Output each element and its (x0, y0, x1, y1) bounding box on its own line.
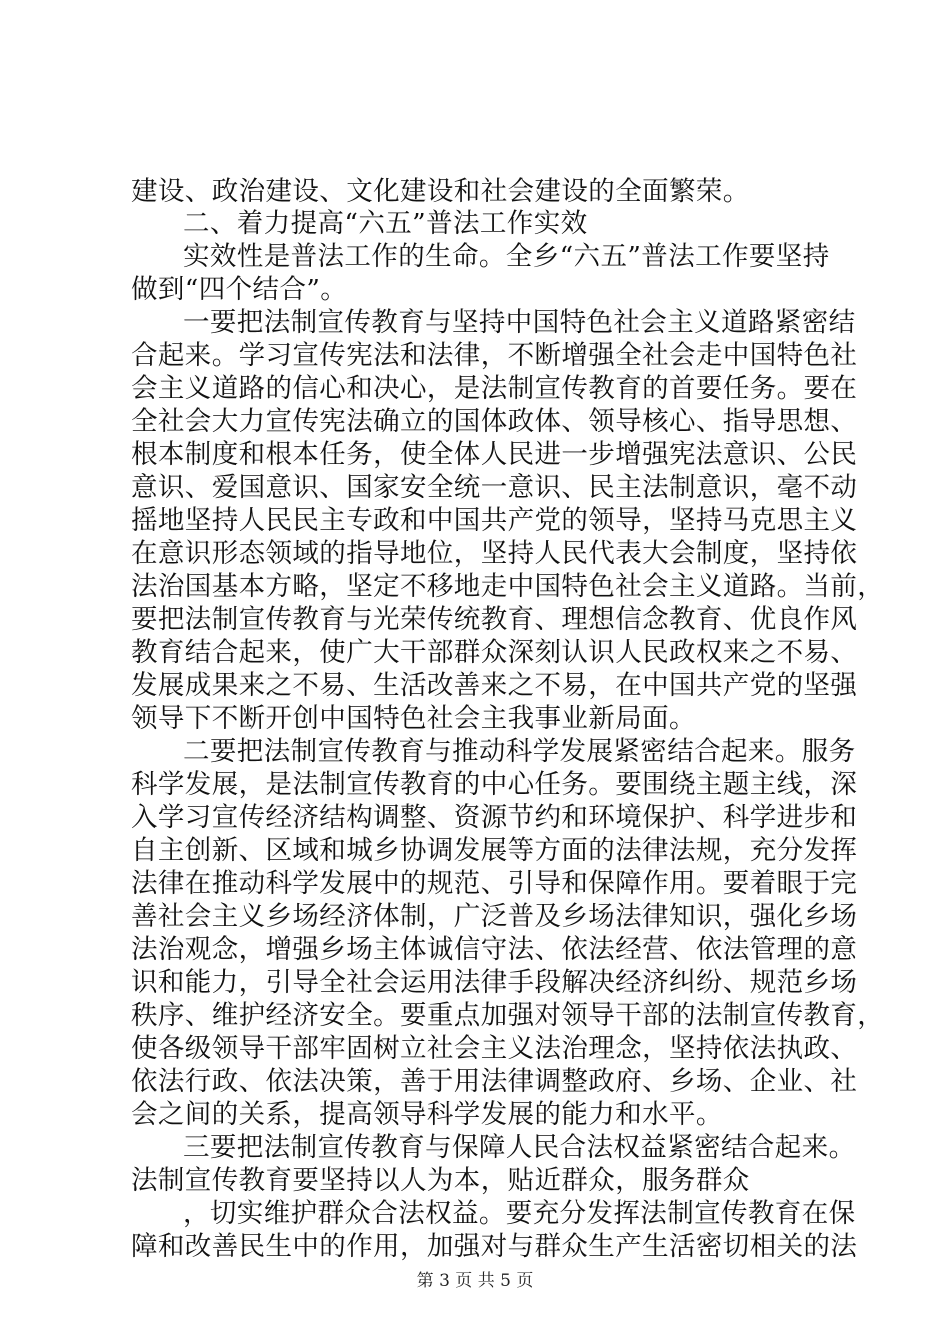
text-line: 一要把法制宣传教育与坚持中国特色社会主义道路紧密结 (183, 307, 856, 338)
text-line: 使各级领导干部牢固树立社会主义法治理念，坚持依法执政、 (131, 1033, 858, 1064)
text-line: 要把法制宣传教育与光荣传统教育、理想信念教育、优良作风 (131, 604, 858, 635)
text-line: 法治观念，增强乡场主体诚信守法、依法经营、依法管理的意 (131, 934, 858, 965)
section-heading: 二、着力提高“六五”普法工作实效 (183, 208, 588, 239)
text-line: 根本制度和根本任务，使全体人民进一步增强宪法意识、公民 (131, 439, 858, 470)
text-line: 秩序、维护经济安全。要重点加强对领导干部的法制宣传教育， (131, 1000, 885, 1031)
text-line: 法律在推动科学发展中的规范、引导和保障作用。要着眼于完 (131, 868, 858, 899)
text-line: 善社会主义乡场经济体制，广泛普及乡场法律知识，强化乡场 (131, 901, 858, 932)
text-line: 全社会大力宣传宪法确立的国体政体、领导核心、指导思想、 (131, 406, 858, 437)
text-line: 合起来。学习宣传宪法和法律，不断增强全社会走中国特色社 (131, 340, 858, 371)
text-line: 障和改善民生中的作用，加强对与群众生产生活密切相关的法 (131, 1231, 858, 1262)
text-line: 教育结合起来，使广大干部群众深刻认识人民政权来之不易、 (131, 637, 858, 668)
text-line: 在意识形态领域的指导地位，坚持人民代表大会制度，坚持依 (131, 538, 858, 569)
text-line: 三要把法制宣传教育与保障人民合法权益紧密结合起来。 (183, 1132, 856, 1163)
text-line: 会之间的关系，提高领导科学发展的能力和水平。 (131, 1099, 723, 1130)
text-line: ，切实维护群众合法权益。要充分发挥法制宣传教育在保 (183, 1198, 856, 1229)
text-line: 发展成果来之不易、生活改善来之不易，在中国共产党的坚强 (131, 670, 858, 701)
text-line: 入学习宣传经济结构调整、资源节约和环境保护、科学进步和 (131, 802, 858, 833)
text-line: 做到“四个结合”。 (131, 274, 348, 305)
text-line: 实效性是普法工作的生命。全乡“六五”普法工作要坚持 (183, 241, 830, 272)
text-line: 科学发展，是法制宣传教育的中心任务。要围绕主题主线，深 (131, 769, 858, 800)
text-line: 法制宣传教育要坚持以人为本，贴近群众，服务群众 (131, 1165, 750, 1196)
text-line: 意识、爱国意识、国家安全统一意识、民主法制意识，毫不动 (131, 472, 858, 503)
text-line: 自主创新、区域和城乡协调发展等方面的法律法规，充分发挥 (131, 835, 858, 866)
text-line: 领导下不断开创中国特色社会主我事业新局面。 (131, 703, 696, 734)
text-line: 依法行政、依法决策，善于用法律调整政府、乡场、企业、社 (131, 1066, 858, 1097)
text-line: 摇地坚持人民民主专政和中国共产党的领导，坚持马克思主义 (131, 505, 858, 536)
text-line: 建设、政治建设、文化建设和社会建设的全面繁荣。 (131, 176, 750, 207)
text-line: 会主义道路的信心和决心，是法制宣传教育的首要任务。要在 (131, 373, 858, 404)
page-number-footer: 第 3 页 共 5 页 (416, 1271, 534, 1291)
text-line: 二要把法制宣传教育与推动科学发展紧密结合起来。服务 (183, 736, 856, 767)
text-line: 法治国基本方略，坚定不移地走中国特色社会主义道路。当前， (131, 571, 885, 602)
text-line: 识和能力，引导全社会运用法律手段解决经济纠纷、规范乡场 (131, 967, 858, 998)
